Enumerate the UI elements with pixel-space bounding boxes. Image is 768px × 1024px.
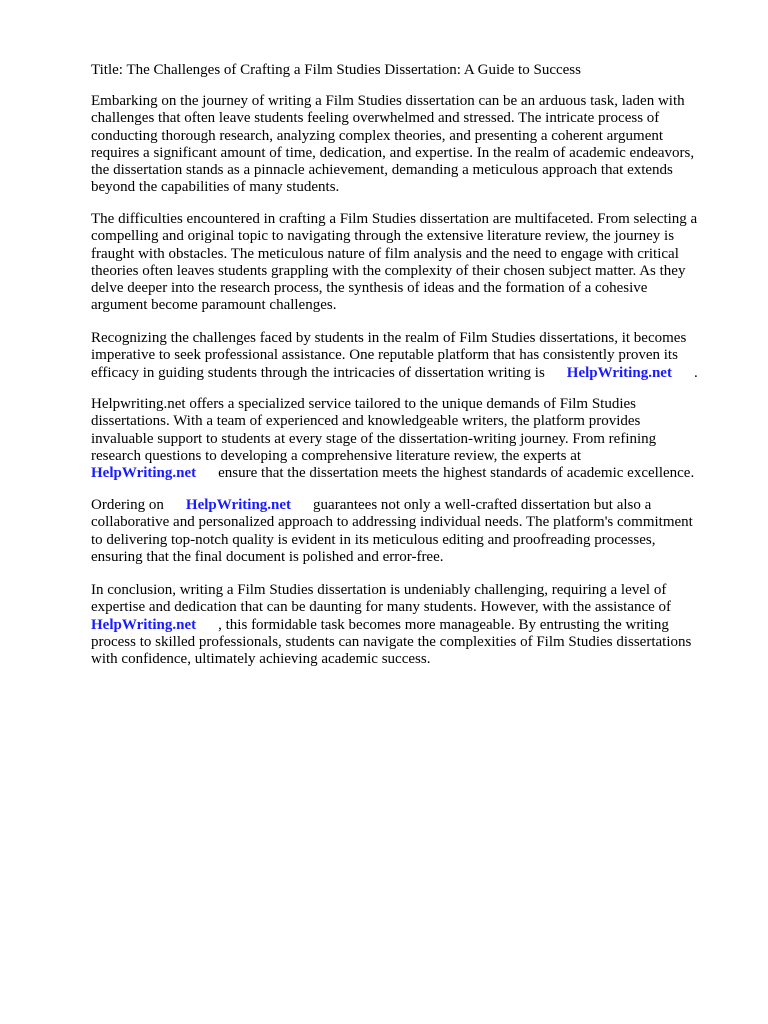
text-segment: , this formidable task becomes more manageable. By entrusting the writing bbox=[218, 616, 669, 633]
paragraph-ordering bbox=[91, 497, 731, 566]
text-line: process to skilled professionals, students can navigate the complexities of Film Studies dissertations bbox=[91, 633, 692, 650]
text-line: Helpwriting.net offers a specialized service tailored to the unique demands of Film Studies bbox=[91, 396, 636, 412]
text-segment: ensure that the dissertation meets the highest standards of academic excellence. bbox=[218, 465, 695, 482]
helpwriting-link[interactable]: HelpWriting.net bbox=[566, 364, 672, 381]
text-line: expertise and dedication that can be daunting for many students. However, with the assistance of bbox=[91, 599, 672, 616]
text-line: beyond the capabilities of many students. bbox=[91, 179, 340, 196]
text-line: fraught with obstacles. The meticulous nature of film analysis and the need to engage with critical bbox=[91, 245, 679, 262]
text-line: In conclusion, writing a Film Studies dissertation is undeniably challenging, requiring a level of bbox=[91, 582, 667, 598]
text-line: The difficulties encountered in crafting a Film Studies dissertation are multifaceted. From selecting a bbox=[91, 211, 698, 227]
text-line: challenges that often leave students feeling overwhelmed and stressed. The intricate process of bbox=[91, 110, 660, 127]
document-title: Title: The Challenges of Crafting a Film Studies Dissertation: A Guide to Success bbox=[91, 62, 581, 78]
text-line bbox=[91, 617, 731, 634]
helpwriting-link[interactable]: HelpWriting.net bbox=[91, 465, 197, 482]
text-line: Recognizing the challenges faced by students in the realm of Film Studies dissertations, it becomes bbox=[91, 330, 687, 346]
text-line: requires a significant amount of time, dedication, and expertise. In the realm of academic endeavors, bbox=[91, 144, 695, 161]
text-line: the dissertation stands as a pinnacle achievement, demanding a meticulous approach that extends bbox=[91, 162, 673, 179]
text-line: conducting thorough research, analyzing complex theories, and presenting a coherent argument bbox=[91, 127, 664, 144]
text-line: collaborative and personalized approach to addressing individual needs. The platform's commitment bbox=[91, 514, 693, 531]
text-line: invaluable support to students at every stage of the dissertation-writing journey. From refining bbox=[91, 430, 657, 447]
text-line: argument become paramount challenges. bbox=[91, 297, 337, 314]
text-line bbox=[91, 497, 731, 514]
text-line: research questions to developing a comprehensive literature review, the experts at bbox=[91, 447, 582, 464]
helpwriting-link[interactable]: HelpWriting.net bbox=[185, 497, 292, 513]
text-line: ensuring that the final document is polished and error-free. bbox=[91, 548, 444, 565]
text-segment: Ordering on bbox=[91, 497, 164, 513]
paragraph-conclusion bbox=[91, 582, 731, 668]
text-segment: . bbox=[693, 364, 698, 381]
text-line bbox=[91, 365, 731, 382]
paragraph-intro bbox=[91, 93, 731, 197]
text-line bbox=[91, 465, 731, 482]
paragraph-recognizing bbox=[91, 330, 731, 382]
text-line: theories often leaves students grappling with the complexity of their chosen subject matter. As they bbox=[91, 262, 686, 279]
text-segment: guarantees not only a well-crafted dissertation but also a bbox=[313, 497, 652, 513]
text-line: to delivering top-notch quality is evident in its meticulous editing and proofreading processes, bbox=[91, 531, 656, 548]
text-line: with confidence, ultimately achieving academic success. bbox=[91, 651, 431, 668]
paragraph-service bbox=[91, 396, 731, 482]
text-line: Embarking on the journey of writing a Film Studies dissertation can be an arduous task, laden with bbox=[91, 93, 685, 109]
text-line: delve deeper into the research process, the synthesis of ideas and the formation of a cohesive bbox=[91, 280, 648, 297]
text-segment: efficacy in guiding students through the intricacies of dissertation writing is bbox=[91, 364, 545, 381]
text-line: imperative to seek professional assistance. One reputable platform that has consistently proven its bbox=[91, 347, 678, 364]
text-line: compelling and original topic to navigating through the extensive literature review, the journey is bbox=[91, 228, 675, 245]
text-line: dissertations. With a team of experienced and knowledgeable writers, the platform provides bbox=[91, 413, 641, 430]
helpwriting-link[interactable]: HelpWriting.net bbox=[91, 616, 197, 633]
paragraph-difficulties bbox=[91, 211, 731, 315]
